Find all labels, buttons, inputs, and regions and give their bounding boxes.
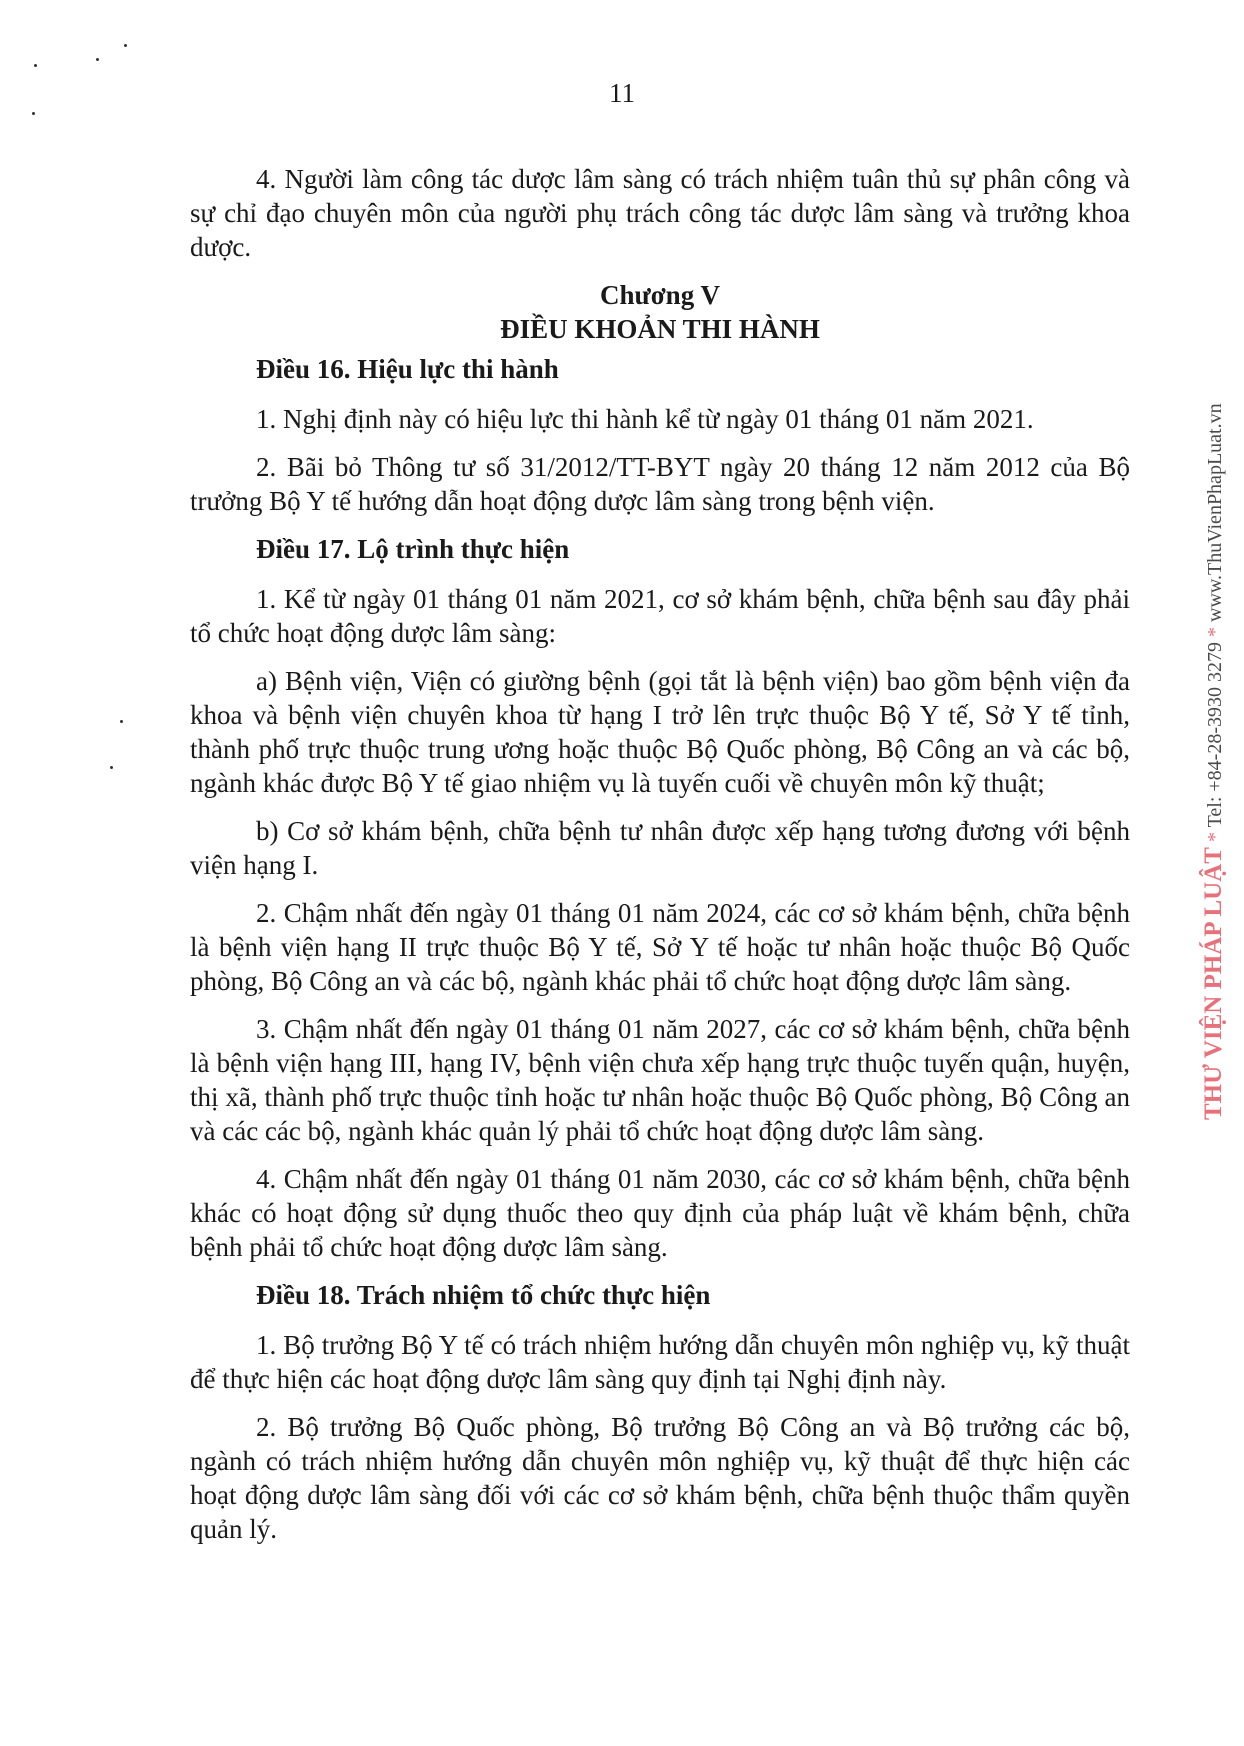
article-heading: Điều 17. Lộ trình thực hiện: [256, 534, 570, 564]
paragraph: 2. Bãi bỏ Thông tư số 31/2012/TT-BYT ngày 20 tháng 12 năm 2012 của Bộ trưởng Bộ Y tế hướng dẫn hoạt động dược lâm sàng trong bệnh viện.: [190, 452, 1130, 516]
scan-speck: [110, 766, 113, 769]
chapter-title: ĐIỀU KHOẢN THI HÀNH: [500, 314, 820, 344]
paragraph: 3. Chậm nhất đến ngày 01 tháng 01 năm 2027, các cơ sở khám bệnh, chữa bệnh là bệnh viện hạng III, hạng IV, bệnh viện chưa xếp hạng trực thuộc tuyến quận, huyện, thị xã, thành phố trực thuộc tỉnh hoặc tư nhân hoặc thuộc Bộ Quốc phòng, Bộ Công an và các các bộ, ngành khác quản lý phải tổ chức hoạt động dược lâm sàng.: [190, 1014, 1130, 1146]
watermark-separator: *: [1204, 832, 1226, 843]
scan-speck: [120, 720, 123, 723]
paragraph: b) Cơ sở khám bệnh, chữa bệnh tư nhân được xếp hạng tương đương với bệnh viện hạng I.: [190, 816, 1130, 880]
watermark: [1200, 403, 1228, 1120]
paragraph: 2. Bộ trưởng Bộ Quốc phòng, Bộ trưởng Bộ Công an và Bộ trưởng các bộ, ngành có trách nhiệm hướng dẫn chuyên môn nghiệp vụ, kỹ thuật để thực hiện các hoạt động dược lâm sàng đối với các cơ sở khám bệnh, chữa bệnh thuộc thẩm quyền quản lý.: [190, 1412, 1130, 1544]
paragraph: 4. Người làm công tác dược lâm sàng có trách nhiệm tuân thủ sự phân công và sự chỉ đạo chuyên môn của người phụ trách công tác dược lâm sàng và trưởng khoa dược.: [190, 164, 1130, 262]
article-heading: Điều 16. Hiệu lực thi hành: [256, 354, 559, 384]
paragraph: 1. Kể từ ngày 01 tháng 01 năm 2021, cơ sở khám bệnh, chữa bệnh sau đây phải tổ chức hoạt động dược lâm sàng:: [190, 584, 1130, 648]
paragraph: 4. Chậm nhất đến ngày 01 tháng 01 năm 2030, các cơ sở khám bệnh, chữa bệnh khác có hoạt động sử dụng thuốc theo quy định của pháp luật về khám bệnh, chữa bệnh phải tổ chức hoạt động dược lâm sàng.: [190, 1164, 1130, 1262]
scan-speck: [32, 112, 35, 115]
scan-speck: [96, 58, 99, 61]
chapter-heading: Chương V: [600, 280, 720, 310]
watermark-separator: *: [1204, 626, 1226, 637]
page-number: 11: [609, 78, 635, 108]
scan-speck: [124, 44, 127, 47]
paragraph: 2. Chậm nhất đến ngày 01 tháng 01 năm 2024, các cơ sở khám bệnh, chữa bệnh là bệnh viện hạng II trực thuộc Bộ Y tế, Sở Y tế hoặc tư nhân hoặc thuộc Bộ Quốc phòng, Bộ Công an và các bộ, ngành khác phải tổ chức hoạt động dược lâm sàng.: [190, 898, 1130, 996]
paragraph: 1. Bộ trưởng Bộ Y tế có trách nhiệm hướng dẫn chuyên môn nghiệp vụ, kỹ thuật để thực hiện các hoạt động dược lâm sàng quy định tại Nghị định này.: [190, 1330, 1130, 1394]
paragraph: a) Bệnh viện, Viện có giường bệnh (gọi tắt là bệnh viện) bao gồm bệnh viện đa khoa và bệnh viện chuyên khoa từ hạng I trở lên trực thuộc Bộ Y tế, Sở Y tế tỉnh, thành phố trực thuộc trung ương hoặc thuộc Bộ Quốc phòng, Bộ Công an và các bộ, ngành khác được Bộ Y tế giao nhiệm vụ là tuyến cuối về chuyên môn kỹ thuật;: [190, 666, 1130, 798]
article-heading: Điều 18. Trách nhiệm tổ chức thực hiện: [256, 1280, 711, 1310]
scan-speck: [34, 64, 37, 67]
watermark-website: www.ThuVienPhapLuat.vn: [1204, 403, 1226, 622]
watermark-tel: Tel: +84-28-3930 3279: [1204, 641, 1226, 828]
document-body: [190, 162, 1130, 1560]
paragraph: 1. Nghị định này có hiệu lực thi hành kể từ ngày 01 tháng 01 năm 2021.: [256, 404, 1034, 434]
watermark-brand: THƯ VIỆN PHÁP LUẬT: [1200, 847, 1227, 1120]
